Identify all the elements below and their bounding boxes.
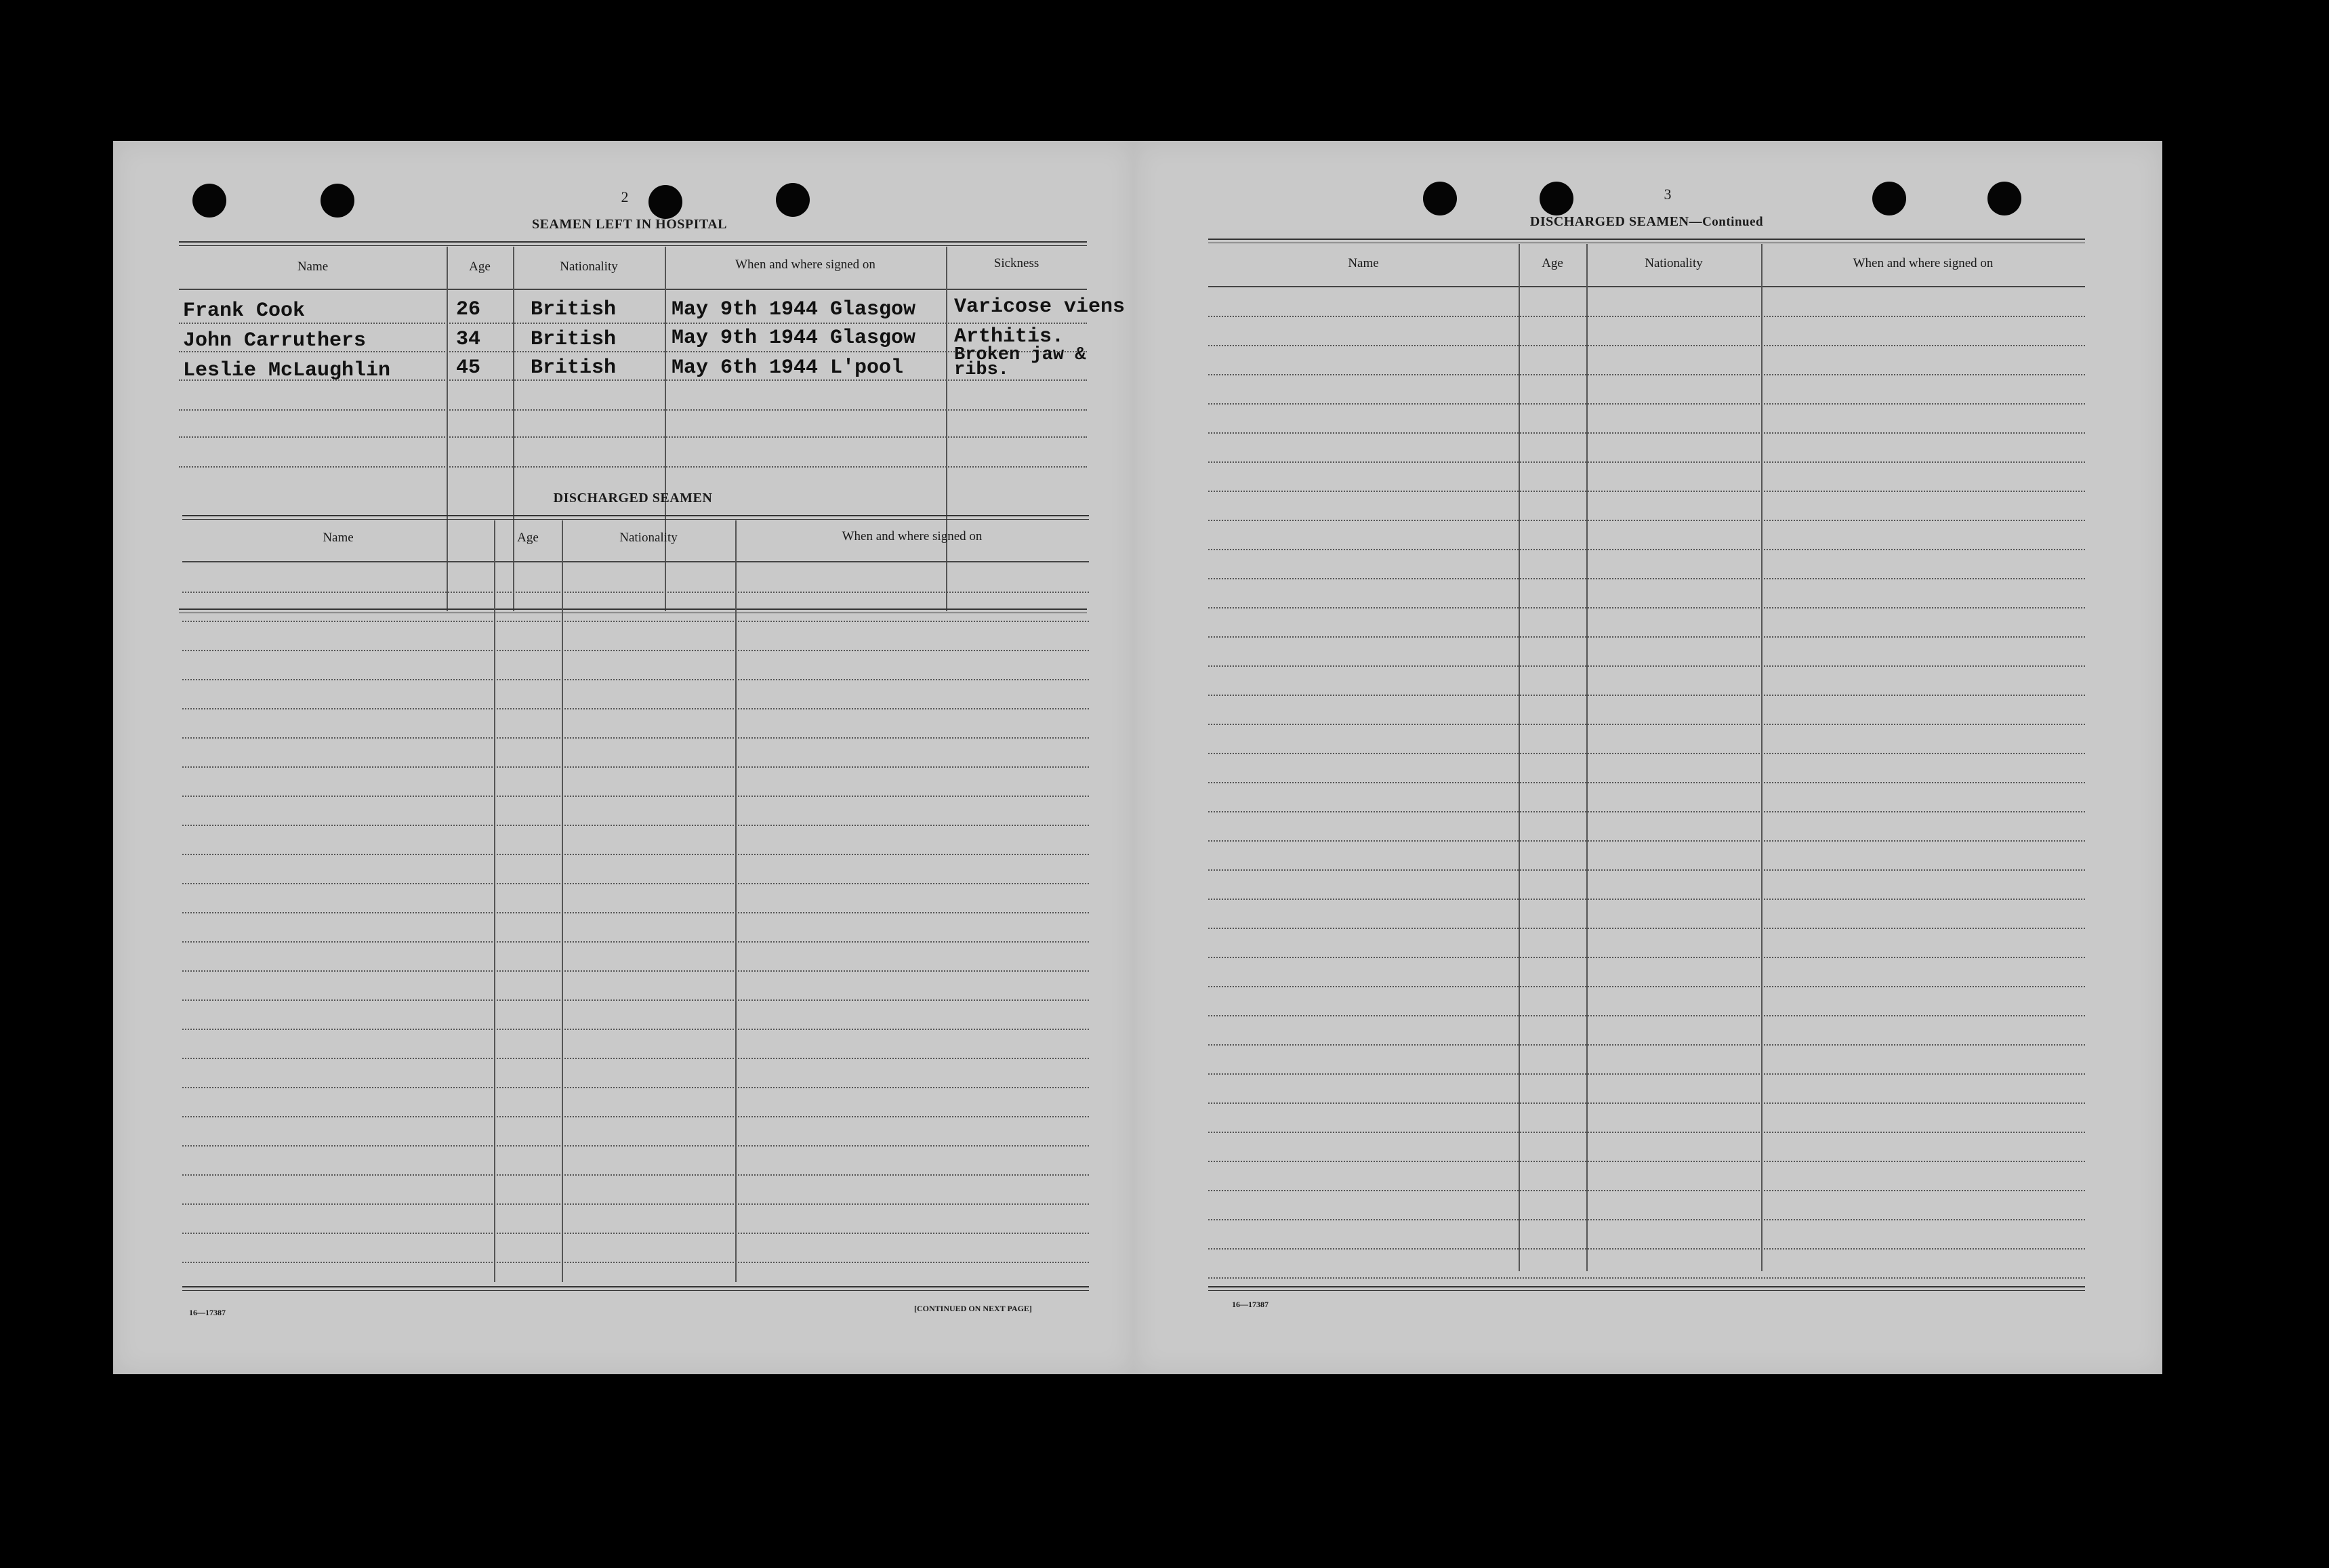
right-section-title-main: DISCHARGED SEAMEN [1529,214,1689,229]
col-header-signed-on: When and where signed on [1853,256,1994,270]
hospital-row-1-signed-on: May 9th 1944 Glasgow [672,298,916,321]
row-line [182,912,1089,913]
row-line [179,466,1087,468]
row-line [182,941,1089,943]
row-line [179,323,1087,324]
discharged-col-name: Name [323,531,354,545]
column-divider [1761,244,1763,1271]
header-rule [179,289,1087,290]
row-line [182,650,1089,651]
row-line [182,970,1089,972]
row-line [1208,753,2085,754]
col-header-name: Name [1348,256,1379,270]
col-header-name: Name [297,260,329,274]
hospital-row-3-nationality: British [531,356,617,379]
continued-note: [CONTINUED ON NEXT PAGE] [914,1304,1032,1313]
row-line [1208,928,2085,929]
row-line [179,436,1087,438]
row-line [1208,549,2085,550]
page-number: 2 [621,188,629,205]
form-number: 16—17387 [1232,1300,1269,1309]
left-page [113,141,1134,1374]
hospital-row-1-age: 26 [456,298,481,321]
punch-hole-icon [648,185,682,219]
hospital-row-1-sickness: Varicose viens [954,295,1126,318]
table-bottom-rule [179,608,1087,613]
hospital-row-1-name: Frank Cook [183,300,306,323]
row-line [1208,695,2085,696]
discharged-col-age: Age [517,531,539,545]
discharged-col-nationality: Nationality [619,531,678,545]
row-line [182,1203,1089,1205]
row-line [1208,724,2085,725]
hospital-row-2-age: 34 [456,328,481,351]
column-divider [562,520,563,1282]
row-line [1208,1132,2085,1133]
column-divider [946,247,947,611]
row-line [182,621,1089,622]
row-line [182,883,1089,884]
row-line [182,854,1089,855]
form-number: 16—17387 [189,1308,226,1317]
column-divider [1586,244,1588,1271]
row-line [1208,899,2085,900]
row-line [182,1029,1089,1030]
row-line [182,766,1089,768]
table-top-rule [1208,239,2085,243]
row-line [182,1087,1089,1088]
row-line [1208,578,2085,579]
col-header-sickness: Sickness [993,256,1039,270]
row-line [1208,869,2085,871]
row-line [1208,986,2085,987]
col-header-nationality: Nationality [560,260,618,274]
table-top-rule [179,241,1087,246]
right-page [1134,141,2162,1374]
row-line [1208,374,2085,375]
row-line [182,592,1089,593]
discharged-col-signed-on: When and where signed on [842,529,983,543]
header-rule [1208,286,2085,287]
row-line [182,1058,1089,1059]
row-line [1208,1015,2085,1016]
right-section-title [1208,214,2085,230]
row-line [182,737,1089,739]
column-divider [1519,244,1520,1271]
row-line [1208,811,2085,812]
punch-hole-icon [321,184,354,218]
column-divider [513,247,514,611]
punch-hole-icon [1540,182,1573,215]
hospital-row-1-nationality: British [531,298,617,321]
row-line [1208,1190,2085,1191]
hospital-row-3-name: Leslie McLaughlin [183,359,391,382]
row-line [182,999,1089,1001]
row-line [1208,432,2085,434]
column-divider [665,247,666,611]
row-line [1208,1073,2085,1075]
col-header-signed-on: When and where signed on [735,257,875,272]
row-line [1208,1161,2085,1162]
row-line [1208,1277,2085,1279]
punch-hole-icon [1987,182,2021,215]
row-line [182,1262,1089,1263]
row-line [1208,316,2085,317]
right-section-title-suffix: —Continued [1689,215,1764,229]
row-line [182,1116,1089,1117]
row-line [1208,1248,2085,1250]
discharged-header-rule [182,561,1089,562]
row-line [1208,665,2085,667]
hospital-section-title: SEAMEN LEFT IN HOSPITAL [531,217,728,232]
row-line [179,409,1087,411]
row-line [182,825,1089,826]
hospital-row-2-signed-on: May 9th 1944 Glasgow [672,327,916,350]
hospital-row-2-name: John Carruthers [183,329,367,352]
row-line [1208,636,2085,638]
row-line [1208,1044,2085,1046]
row-line [1208,607,2085,608]
row-line [182,796,1089,797]
column-divider [447,247,448,611]
discharged-section-title: DISCHARGED SEAMEN [553,491,713,506]
row-line [1208,782,2085,783]
row-line [1208,461,2085,463]
punch-hole-icon [1872,182,1906,215]
row-line [1208,520,2085,521]
discharged-top-rule [182,515,1089,520]
hospital-row-2-nationality: British [531,328,617,351]
row-line [182,1174,1089,1176]
punch-hole-icon [776,183,810,217]
row-line [182,679,1089,680]
page-number: 3 [1664,186,1672,203]
row-line [1208,403,2085,405]
row-line [1208,491,2085,492]
col-header-age: Age [1542,256,1563,270]
column-divider [494,520,495,1282]
punch-hole-icon [1423,182,1457,215]
row-line [1208,345,2085,346]
punch-hole-icon [192,184,226,218]
row-line [182,708,1089,709]
row-line [182,1233,1089,1234]
discharged-bottom-rule [182,1286,1089,1291]
hospital-row-3-sickness: Broken jaw & ribs. [954,345,1086,380]
row-line [1208,957,2085,958]
row-line [1208,1102,2085,1104]
row-line [1208,840,2085,842]
hospital-row-3-age: 45 [456,356,481,379]
table-bottom-rule [1208,1286,2085,1291]
hospital-row-3-signed-on: May 6th 1944 L'pool [672,356,904,379]
row-line [1208,1219,2085,1220]
column-divider [735,520,737,1282]
hospital-row-2-sickness: Arthitis. [954,325,1065,348]
col-header-age: Age [469,260,491,274]
col-header-nationality: Nationality [1645,256,1703,270]
row-line [182,1145,1089,1147]
